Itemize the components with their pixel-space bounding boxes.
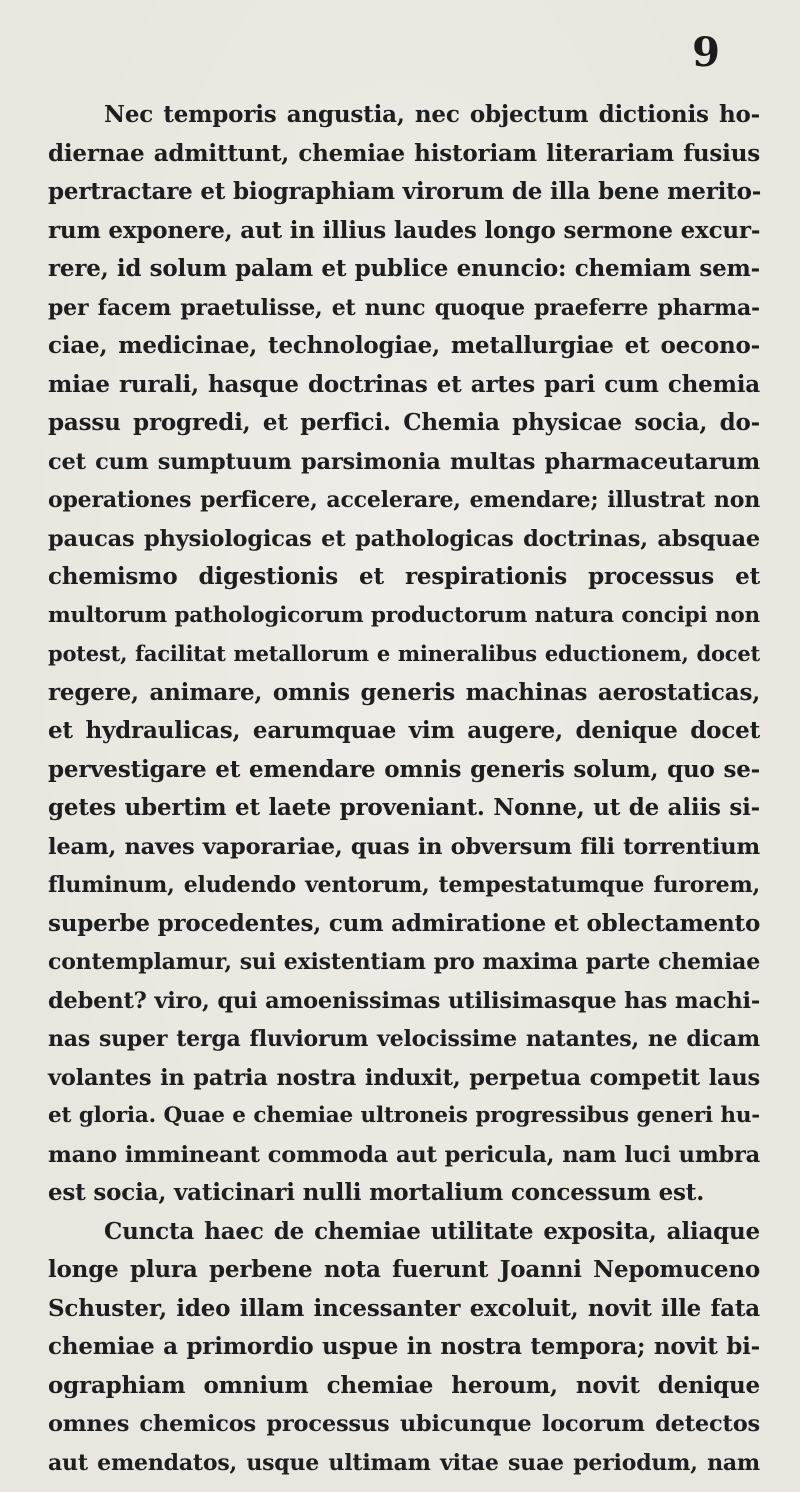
body-text <box>48 96 760 1482</box>
text-line: volantes in patria nostra induxit, perpetua competit laus <box>48 1064 760 1091</box>
text-line: regere, animare, omnis generis machinas aerostaticas, <box>48 678 760 706</box>
text-line: pertractare et biographiam virorum de illa bene merito- <box>48 178 762 205</box>
text-line: diernae admittunt, chemiae historiam literariam fusius <box>48 139 760 167</box>
text-line: mano immineant commoda aut pericula, nam luci umbra <box>48 1141 760 1168</box>
text-line: longe plura perbene nota fuerunt Joanni Nepomuceno <box>48 1256 760 1283</box>
text-line: Cuncta haec de chemiae utilitate exposita, aliaque <box>104 1217 760 1245</box>
text-line: omnes chemicos processus ubicunque locorum detectos <box>48 1411 760 1437</box>
text-line: chemismo digestionis et respirationis processus et <box>48 563 760 590</box>
text-line: leam, naves vaporariae, quas in obversum fili torrentium <box>48 833 760 860</box>
text-line: debent? viro, qui amoenissimas utilisimasque has machi- <box>48 987 760 1014</box>
text-line: fluminum, eludendo ventorum, tempestatumque furorem, <box>48 872 760 898</box>
text-line: operationes perficere, accelerare, emendare; illustrat non <box>48 487 760 513</box>
text-line: et gloria. Quae e chemiae ultroneis progressibus generi hu- <box>48 1103 760 1128</box>
text-line: superbe procedentes, cum admiratione et oblectamento <box>48 909 761 937</box>
text-line: cet cum sumptuum parsimonia multas pharmaceutarum <box>48 448 760 475</box>
text-line: est socia, vaticinari nulli mortalium concessum est. <box>48 1179 705 1206</box>
text-line: potest, facilitat metallorum e mineralibus eductionem, docet <box>48 641 760 666</box>
text-line: Nec temporis angustia, nec objectum dictionis ho- <box>104 101 760 128</box>
text-line: multorum pathologicorum productorum natura concipi non <box>48 602 760 628</box>
page-number: 9 <box>692 29 720 76</box>
text-line: Schuster, ideo illam incessanter excoluit, novit ille fata <box>48 1294 760 1322</box>
text-line: rere, id solum palam et publice enuncio: chemiam sem- <box>48 255 760 282</box>
text-line: ographiam omnium chemiae heroum, novit denique <box>48 1371 760 1399</box>
text-line: pervestigare et emendare omnis generis solum, quo se- <box>48 755 760 783</box>
text-line: aut emendatos, usque ultimam vitae suae periodum, nam <box>48 1449 760 1476</box>
text-line: miae rurali, hasque doctrinas et artes pari cum chemia <box>48 370 760 398</box>
text-line: et hydraulicas, earumquae vim augere, denique docet <box>48 717 760 744</box>
text-line: rum exponere, aut in illius laudes longo sermone excur- <box>48 216 761 244</box>
text-line: chemiae a primordio uspue in nostra tempora; novit bi- <box>48 1333 760 1360</box>
text-line: nas super terga fluviorum velocissime natantes, ne dicam <box>48 1026 760 1052</box>
text-line: getes ubertim et laete proveniant. Nonne, ut de aliis si- <box>48 794 760 821</box>
text-line: ciae, medicinae, technologiae, metallurgiae et oecono- <box>48 332 760 359</box>
text-line: passu progredi, et perfici. Chemia physicae socia, do- <box>48 409 760 436</box>
text-line: per facem praetulisse, et nunc quoque praeferre pharma- <box>48 294 760 321</box>
text-line: contemplamur, sui existentiam pro maxima parte chemiae <box>48 949 760 975</box>
text-line: paucas physiologicas et pathologicas doctrinas, absquae <box>48 525 760 552</box>
